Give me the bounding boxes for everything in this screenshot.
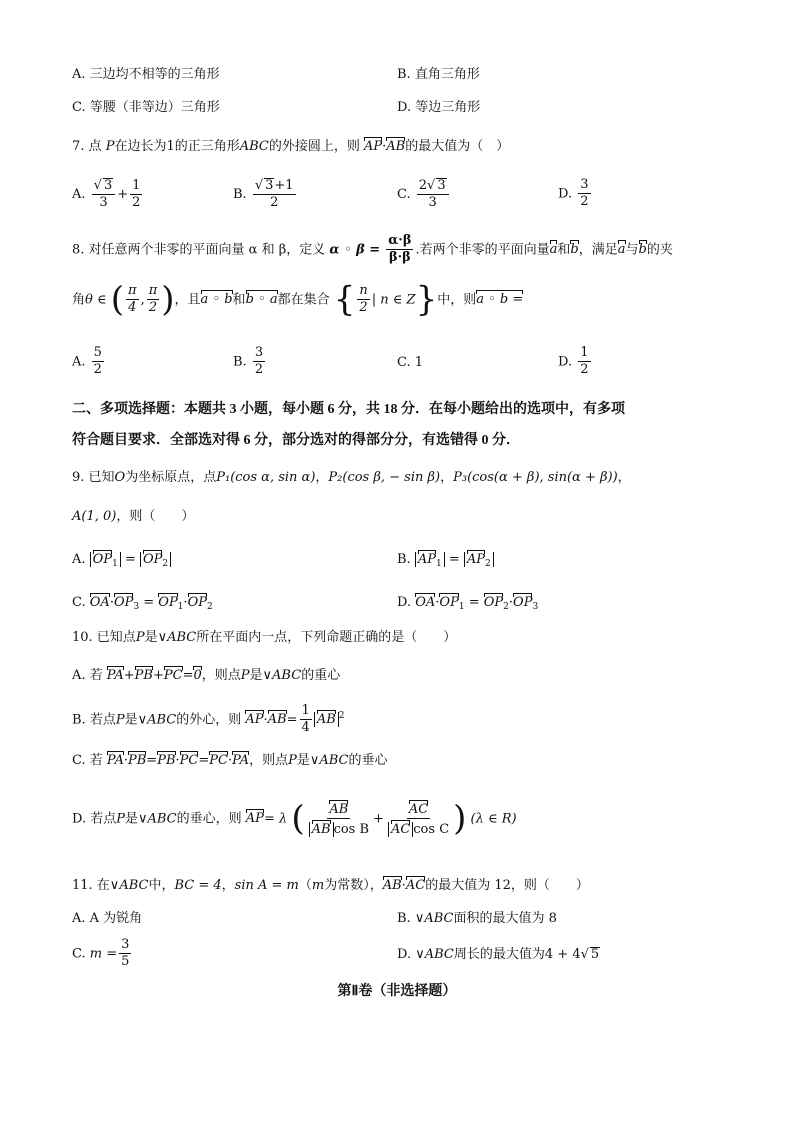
part2-title: 第Ⅱ卷（非选择题） bbox=[337, 984, 457, 999]
q10-stem: 10. 已知点P是∨ABC所在平面内一点，下列命题正确的是（ ） bbox=[72, 630, 457, 645]
q9-option-c: C. $OA\cdot OP_3 = OP_1\cdot OP_2$ bbox=[72, 595, 213, 612]
q6-option-a: A. 三边均不相等的三角形 bbox=[72, 67, 220, 82]
q7-option-d: D. $\frac{3}{2}$ bbox=[558, 177, 589, 210]
vector-ap: AP bbox=[364, 139, 383, 154]
q6-option-d: D. 等边三角形 bbox=[397, 100, 481, 115]
q11-option-b: B. ∨ABC面积的最大值为 8 bbox=[397, 911, 557, 926]
q10-option-b: B. 若点P是∨ABC的外心，则 AP·AB= $\frac{1}{4}$ AB $^2$ bbox=[72, 703, 345, 736]
q6-option-b: B. 直角三角形 bbox=[397, 67, 480, 82]
q11-stem: 11. 在∨ABC中，BC = 4，sin A = m（m为常数），AB·AC的最大值为 12，则（ ） bbox=[72, 878, 589, 893]
q9-option-a: A. $OP_1 = OP_2$ bbox=[72, 550, 171, 569]
q7-stem: 7. 点 P在边长为1的正三角形ABC的外接圆上，则 AP·AB的最大值为（ ） bbox=[72, 139, 510, 154]
q10-option-d: D. 若点P是∨ABC的垂心，则 AP= λ ( $\frac{AB}{\text{AB cos B}}$ + $\frac{AC}{\text{AC cos C}}$ ) (λ ∈ R) bbox=[72, 798, 517, 839]
vector-ab: AB bbox=[386, 139, 406, 154]
q11-option-a: A. A 为锐角 bbox=[72, 911, 143, 926]
q9-stem-line1: 9. 已知O为坐标原点，点P₁(cos α, sin α)，P₂(cos β, − sin β)，P₃(cos(α + β), sin(α + β))， bbox=[72, 470, 631, 485]
q11-option-d: D. ∨ABC周长的最大值为4 + 4√ 5 bbox=[397, 947, 600, 962]
q7-option-a: A. $\frac{√ 3}{3}$ + $\frac{1}{2}$ bbox=[72, 177, 141, 211]
section2-heading-line1: 二、多项选择题：本题共 3 小题，每小题 6 分，共 18 分．在每小题给出的选项中，有多项 bbox=[72, 402, 625, 417]
q8-option-b: B. $\frac{3}{2}$ bbox=[233, 345, 264, 378]
q8-option-d: D. $\frac{1}{2}$ bbox=[558, 345, 589, 378]
q9-stem-line2: A(1, 0)，则（ ） bbox=[72, 509, 195, 524]
q7-option-b: B. $\frac{√ 3+1}{2}$ bbox=[233, 178, 294, 211]
q10-option-c: C. 若 PA·PB=PB·PC=PC·PA，则点P是∨ABC的垂心 bbox=[72, 753, 388, 768]
q7-option-c: C. $\frac{2√ 3}{3}$ bbox=[397, 178, 451, 211]
q11-option-c: C. m = $\frac{3}{5}$ bbox=[72, 937, 130, 970]
q8-option-a: A. $\frac{5}{2}$ bbox=[72, 345, 102, 378]
section2-heading-line2: 符合题目要求．全部选对得 6 分，部分选对的得部分分，有选错得 0 分． bbox=[72, 433, 520, 448]
q8-stem-line1: 8. 对任意两个非零的平面向量 α 和 β，定义 α ◦ β = $\frac{\alpha\cdot\beta}{\beta\cdot\beta}$ .若两个非零的平面向量a和b，满足a与b的夹 bbox=[72, 233, 673, 266]
q10-option-a: A. 若 PA+PB+PC=0，则点P是∨ABC的重心 bbox=[72, 668, 341, 683]
q6-option-c: C. 等腰（非等边）三角形 bbox=[72, 100, 220, 115]
q9-option-d: D. $OA\cdot OP_1 = OP_2\cdot OP_3$ bbox=[397, 595, 539, 612]
q9-option-b: B. $AP_1 = AP_2$ bbox=[397, 550, 494, 569]
q8-stem-line2: 角θ ∈ ( $\frac{\pi}{4}$ , $\frac{\pi}{2}$ )，且a ◦ b和b ◦ a都在集合 { $\frac{n}{2}$ | n ∈ Z}中，则a ◦ b = bbox=[72, 279, 524, 320]
q8-option-c: C. 1 bbox=[397, 355, 424, 370]
